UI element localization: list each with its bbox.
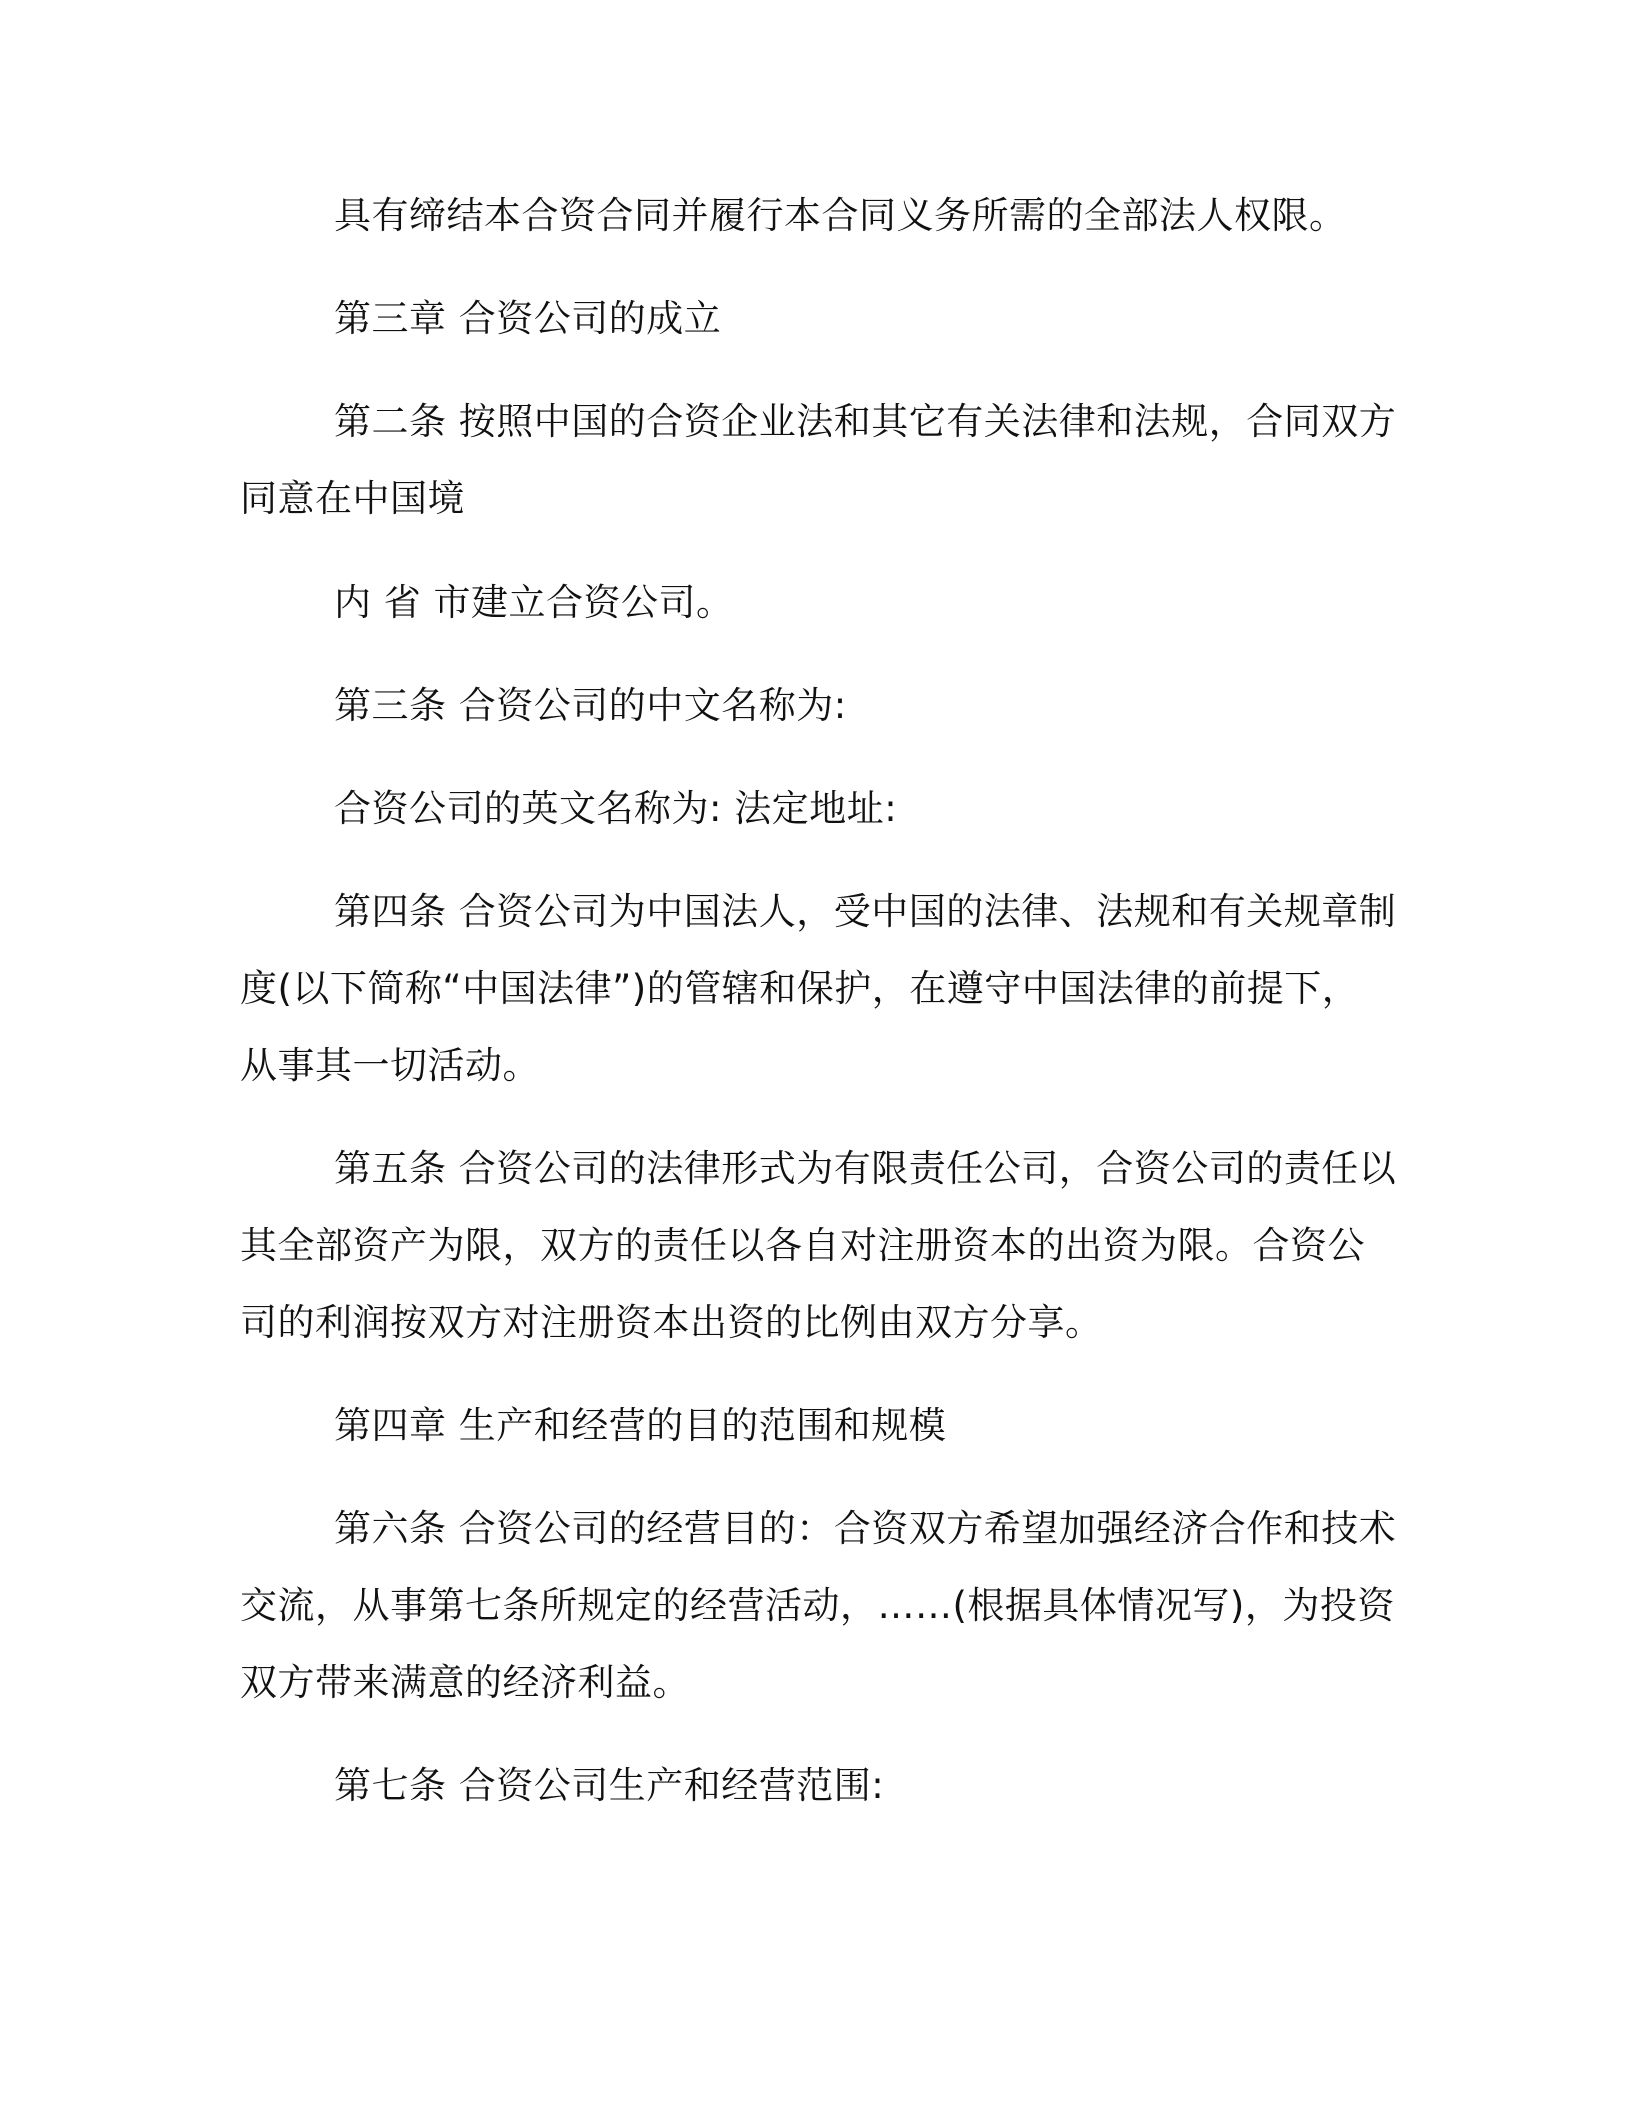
article-5-line-1: 第五条 合资公司的法律形式为有限责任公司，合资公司的责任以 — [334, 1147, 1397, 1190]
chapter-heading-3: 第三章 合资公司的成立 — [334, 297, 722, 340]
chapter-heading-4: 第四章 生产和经营的目的范围和规模 — [334, 1404, 947, 1447]
article-7-line-1: 第七条 合资公司生产和经营范围: — [334, 1764, 885, 1807]
article-2-line-1: 第二条 按照中国的合资企业法和其它有关法律和法规，合同双方 — [334, 400, 1397, 443]
article-6-line-1: 第六条 合资公司的经营目的：合资双方希望加强经济合作和技术 — [334, 1507, 1397, 1550]
article-3-line-1: 第三条 合资公司的中文名称为: — [334, 684, 847, 727]
paragraph-legal-authority: 具有缔结本合资合同并履行本合同义务所需的全部法人权限。 — [334, 194, 1347, 237]
article-4-line-2: 度(以下简称“中国法律”)的管辖和保护，在遵守中国法律的前提下， — [240, 967, 1360, 1010]
article-5-line-3: 司的利润按双方对注册资本出资的比例由双方分享。 — [240, 1301, 1103, 1344]
article-6-line-2: 交流，从事第七条所规定的经营活动，……(根据具体情况写)，为投资 — [240, 1584, 1395, 1627]
article-4-line-1: 第四条 合资公司为中国法人，受中国的法律、法规和有关规章制 — [334, 890, 1397, 933]
article-5-line-2: 其全部资产为限，双方的责任以各自对注册资本的出资为限。合资公 — [240, 1224, 1365, 1267]
paragraph-location: 内 省 市建立合资公司。 — [334, 581, 734, 624]
article-4-line-3: 从事其一切活动。 — [240, 1044, 540, 1087]
paragraph-english-name-address: 合资公司的英文名称为: 法定地址: — [334, 787, 898, 830]
article-6-line-3: 双方带来满意的经济利益。 — [240, 1661, 690, 1704]
article-2-line-2: 同意在中国境 — [240, 477, 465, 520]
